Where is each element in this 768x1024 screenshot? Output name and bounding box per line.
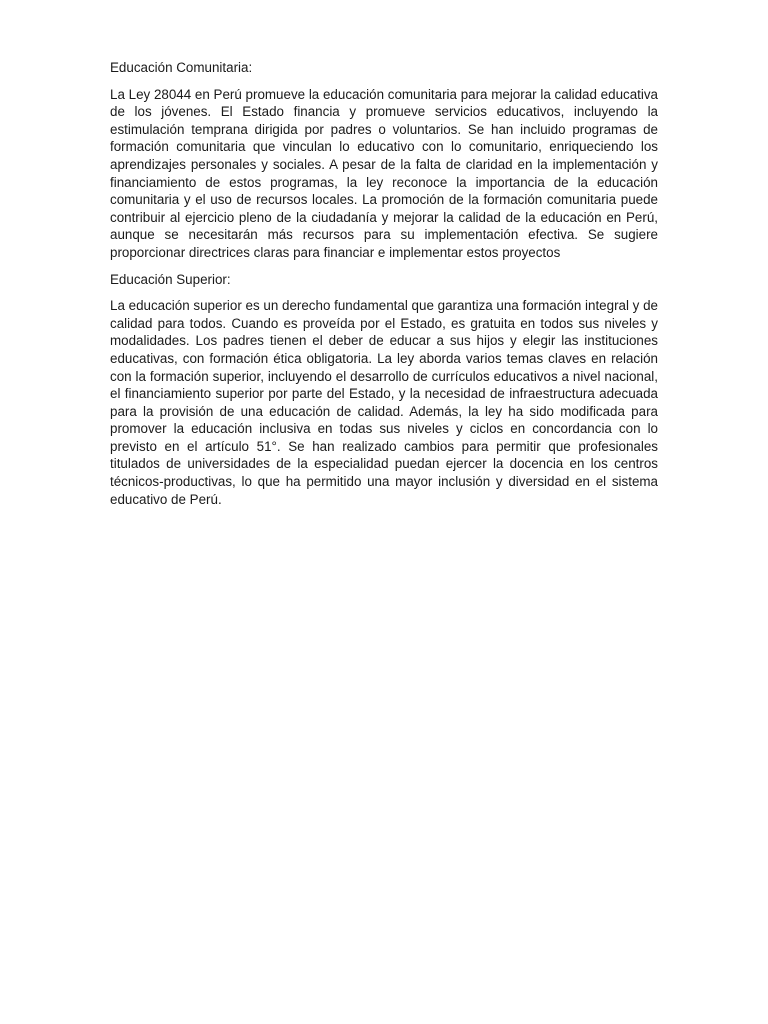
section-heading-educacion-superior: Educación Superior: [110,271,231,287]
document-content [110,59,658,517]
section-heading-educacion-comunitaria: Educación Comunitaria: [110,60,253,75]
section-body-educacion-superior: La educación superior es un derecho fundamental que garantiza una formación integral y de calidad para todos. Cuando es proveída por el Estado, es gratuita en todos sus niveles y modalidades. Los padres tienen el deber de educar a sus hijos y elegir las instituciones educativas, con formación ética obligatoria. La ley aborda varios temas claves en relación con la formación superior, incluyendo el desarrollo de currículos educativos a nivel nacional, el financiamiento superior por parte del Estado, y la necesidad de infraestructura adecuada para la provisión de una educación de calidad. Además, la ley ha sido modificada para promover la educación inclusiva en todas sus niveles y ciclos en concordancia con lo previsto en el artículo 51°. Se han realizado cambios para permitir que profesionales titulados de universidades de la especialidad puedan ejercer la docencia en los centros técnicos-productivas, lo que ha permitido una mayor inclusión y diversidad en el sistema educativo de Perú. [110,298,658,507]
section-body-educacion-comunitaria: La Ley 28044 en Perú promueve la educación comunitaria para mejorar la calidad educativa de los jóvenes. El Estado financia y promueve servicios educativos, incluyendo la estimulación temprana dirigida por padres o voluntarios. Se han incluido programas de formación comunitaria que vinculan lo educativo con lo comunitario, enriqueciendo los aprendizajes personales y sociales. A pesar de la falta de claridad en la implementación y financiamiento de estos programas, la ley reconoce la importancia de la educación comunitaria y el uso de recursos locales. La promoción de la formación comunitaria puede contribuir al ejercicio pleno de la ciudadanía y mejorar la calidad de la educación en Perú, aunque se necesitarán más recursos para su implementación efectiva. Se sugiere proporcionar directrices claras para financiar e implementar estos proyectos [110,86,658,260]
